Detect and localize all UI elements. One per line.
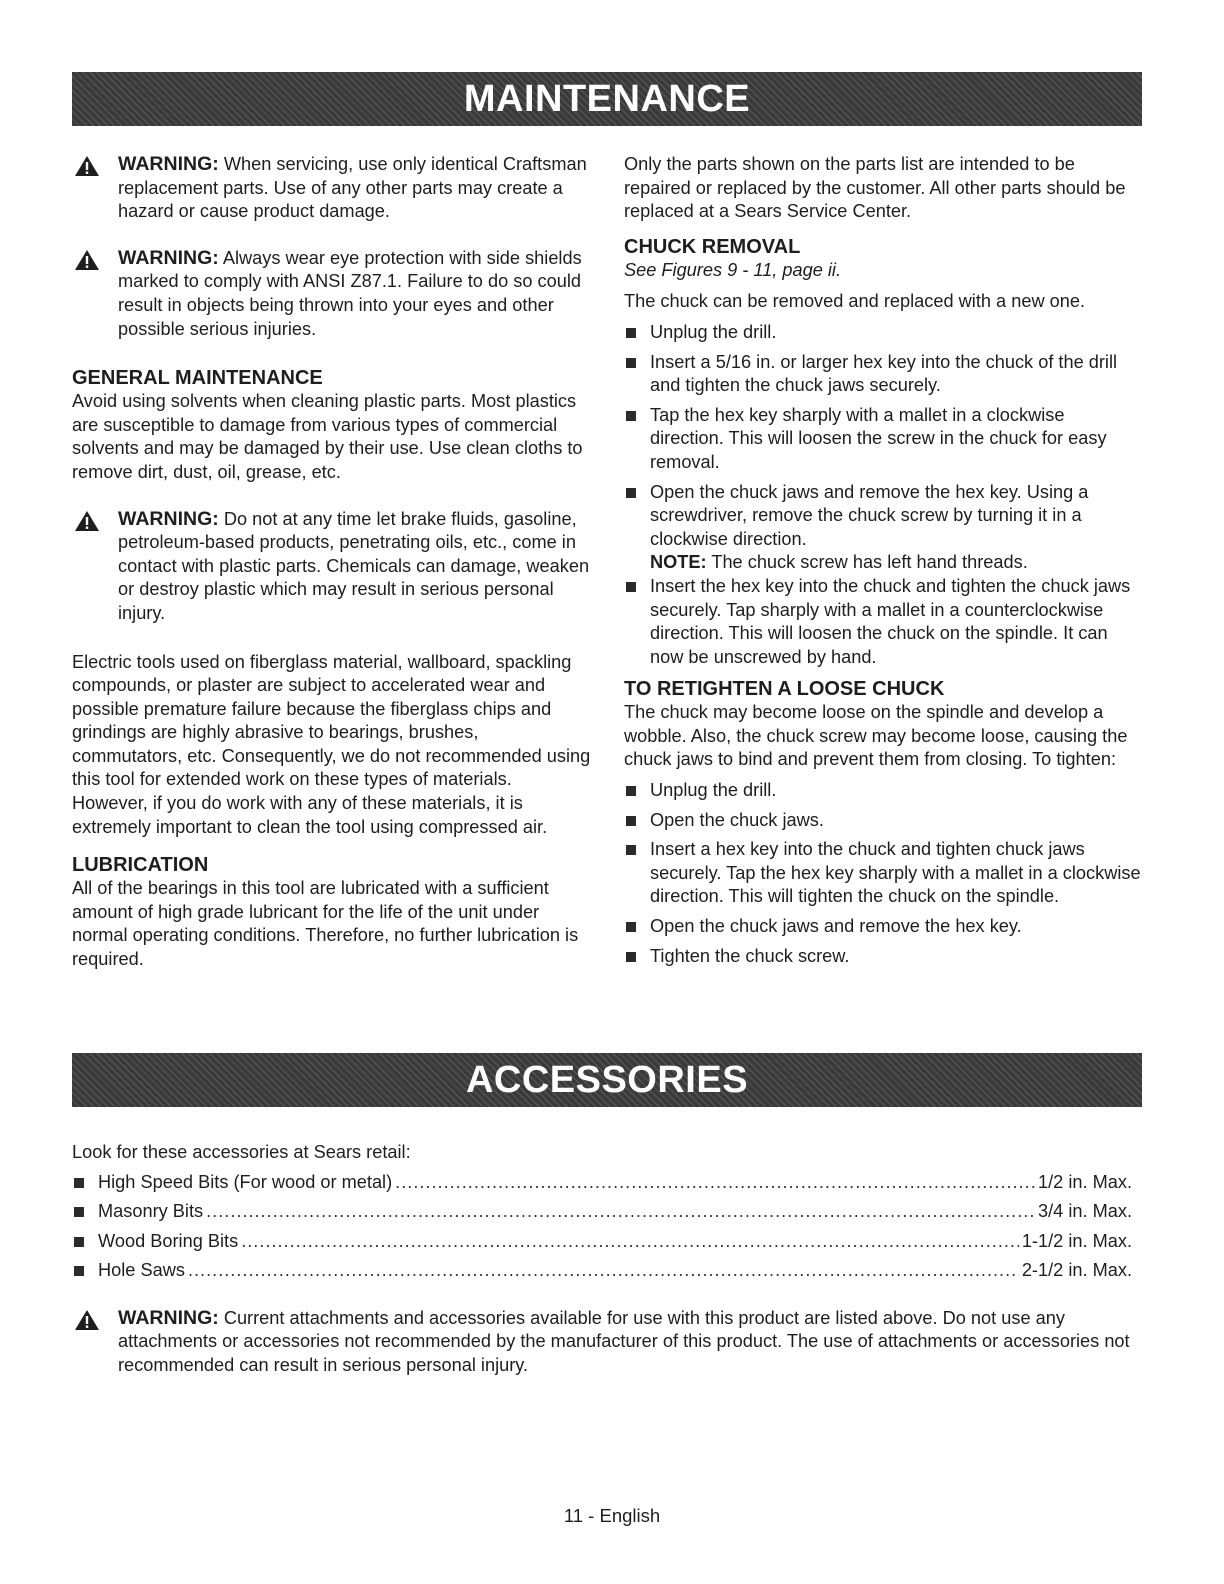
- list-item: Open the chuck jaws.: [624, 809, 1142, 833]
- accessory-name: Hole Saws: [98, 1260, 185, 1281]
- accessory-item: [72, 1259, 1132, 1289]
- warning-triangle-icon: [74, 510, 100, 532]
- warning-text: Do not at any time let brake fluids, gasoline, petroleum-based products, penetrating oils, etc., come in contact with plastic parts. Chemicals can damage, weaken or destroy plastic which may result in serious personal injury.: [118, 508, 590, 623]
- warning-label: WARNING:: [118, 153, 219, 175]
- chuck-removal-steps-cont: [624, 575, 1142, 669]
- accessory-item: [72, 1230, 1132, 1260]
- list-item: Open the chuck jaws and remove the hex key. Using a screwdriver, remove the chuck screw by turning it in a clockwise direction.: [624, 481, 1142, 552]
- electric-tools-text: Electric tools used on fiberglass material, wallboard, spackling compounds, or plaster are subject to accelerated wear and possible premature failure because the fiberglass chips and grindings are highly abrasive to bearings, brushes, commutators, etc. Consequently, we do not recommended using this tool for extended work on these types of materials. However, if you do work with any of these materials, it is extremely important to clean the tool using compressed air.: [72, 651, 591, 837]
- warning-block: [72, 153, 592, 224]
- list-item: Unplug the drill.: [624, 779, 1142, 803]
- retighten-heading: TO RETIGHTEN A LOOSE CHUCK: [624, 678, 945, 701]
- chuck-removal-steps: [624, 321, 1142, 551]
- list-item: Insert the hex key into the chuck and tighten the chuck jaws securely. Tap sharply with a mallet in a counterclockwise direction. This will loosen the chuck on the spindle. It can now be unscrewed by hand.: [624, 575, 1142, 669]
- accessory-max: 2-1/2 in. Max.: [1021, 1260, 1132, 1281]
- accessory-max: 1-1/2 in. Max.: [1021, 1230, 1132, 1251]
- warning-block: [72, 508, 592, 626]
- accessories-banner: [72, 1053, 1142, 1107]
- accessory-name: Wood Boring Bits: [98, 1230, 239, 1251]
- accessory-item: [72, 1200, 1132, 1230]
- warning-label: WARNING:: [118, 246, 219, 269]
- accessory-item: [72, 1171, 1132, 1201]
- leader-dots: [241, 1230, 1019, 1254]
- lubrication-text: All of the bearings in this tool are lubricated with a sufficient amount of high grade lubricant for the life of the unit under normal operating conditions. Therefore, no further lubrication is required.: [72, 878, 579, 970]
- accessory-name: Masonry Bits: [98, 1201, 204, 1222]
- retighten-text: The chuck may become loose on the spindle and develop a wobble. Also, the chuck screw may become loose, causing the chuck jaws to bind and prevent them from closing. To tighten:: [624, 702, 1128, 770]
- leader-dots: [188, 1259, 1019, 1283]
- accessory-name: High Speed Bits (For wood or metal): [98, 1171, 393, 1192]
- right-column: [624, 153, 1142, 974]
- page-number: 11 - English: [563, 1505, 661, 1526]
- left-column: [72, 153, 592, 972]
- retighten-steps: [624, 779, 1142, 968]
- list-item: Insert a 5/16 in. or larger hex key into the chuck of the drill and tighten the chuck jaws securely.: [624, 351, 1142, 398]
- warning-triangle-icon: [74, 249, 100, 271]
- list-item: Tap the hex key sharply with a mallet in a clockwise direction. This will loosen the screw in the chuck for easy removal.: [624, 404, 1142, 475]
- accessory-max: 3/4 in. Max.: [1037, 1201, 1132, 1222]
- accessory-max: 1/2 in. Max.: [1037, 1171, 1132, 1192]
- warning-text: When servicing, use only identical Craftsman replacement parts. Use of any other parts may create a hazard or cause product damage.: [118, 154, 587, 222]
- warning-triangle-icon: [74, 1309, 100, 1331]
- list-item: Unplug the drill.: [624, 321, 1142, 345]
- warning-text: Current attachments and accessories available for use with this product are listed above. Do not use any attachments or accessories not recommended by the manufacturer of this product. The use of attachments or accessories not recommended can result in serious personal injury.: [118, 1307, 1130, 1375]
- warning-label: WARNING:: [118, 507, 219, 530]
- warning-block: [72, 1307, 1132, 1378]
- warning-text: Always wear eye protection with side shields marked to comply with ANSI Z87.1. Failure to do so could result in objects being thrown into your eyes and other possible serious injuries.: [118, 247, 582, 339]
- accessories-section: [72, 1141, 1132, 1396]
- leader-dots: [395, 1171, 1035, 1195]
- general-maintenance-heading: GENERAL MAINTENANCE: [72, 367, 323, 390]
- warning-triangle-icon: [74, 155, 100, 177]
- accessories-intro: Look for these accessories at Sears retail:: [72, 1142, 411, 1162]
- maintenance-banner: [72, 72, 1142, 126]
- lubrication-heading: LUBRICATION: [72, 854, 209, 877]
- warning-block: [72, 247, 592, 341]
- chuck-note: [624, 551, 1142, 575]
- list-item: Tighten the chuck screw.: [624, 945, 1142, 969]
- accessories-title: ACCESSORIES: [465, 1059, 749, 1101]
- chuck-figures-ref: See Figures 9 - 11, page ii.: [624, 259, 842, 280]
- note-text: The chuck screw has left hand threads.: [711, 552, 1028, 573]
- chuck-intro-text: The chuck can be removed and replaced with a new one.: [624, 291, 1086, 312]
- list-item: Open the chuck jaws and remove the hex key.: [624, 915, 1142, 939]
- warning-label: WARNING:: [118, 1306, 219, 1329]
- note-label: NOTE:: [650, 552, 707, 573]
- general-maintenance-text: Avoid using solvents when cleaning plastic parts. Most plastics are susceptible to damage from various types of commercial solvents and may be damaged by their use. Use clean cloths to remove dirt, dust, oil, grease, etc.: [72, 391, 583, 482]
- chuck-removal-heading: CHUCK REMOVAL: [624, 235, 801, 258]
- maintenance-title: MAINTENANCE: [463, 78, 751, 120]
- leader-dots: [206, 1200, 1035, 1224]
- parts-text: Only the parts shown on the parts list are intended to be repaired or replaced by the customer. All other parts should be replaced at a Sears Service Center.: [624, 154, 1126, 222]
- list-item: Insert a hex key into the chuck and tighten chuck jaws securely. Tap the hex key sharply with a mallet in a clockwise direction. This will tighten the chuck on the spindle.: [624, 838, 1142, 909]
